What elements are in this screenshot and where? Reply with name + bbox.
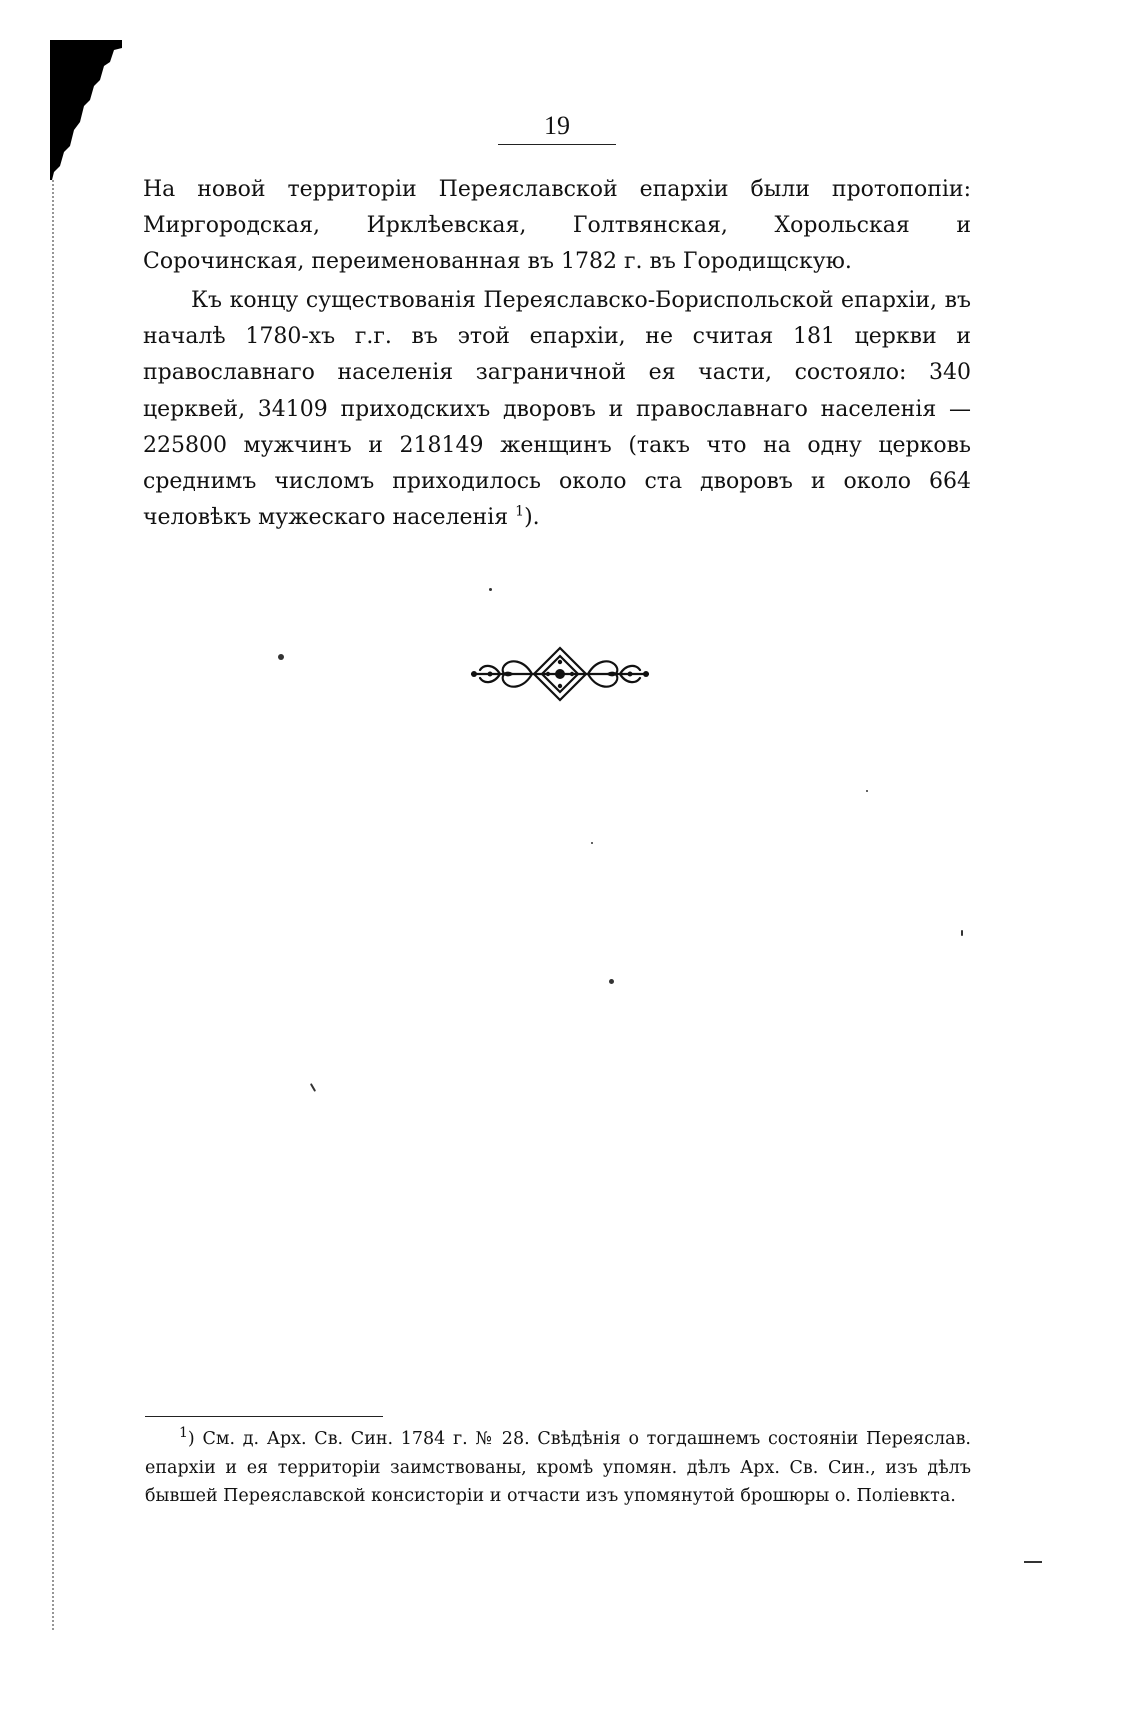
scan-speck: [591, 842, 593, 844]
paragraph-2-tail: ).: [524, 505, 540, 531]
scan-speck: [310, 1083, 316, 1092]
scan-edge-shadow: [50, 40, 122, 180]
scan-speck: [609, 979, 614, 984]
floral-ornament-icon: [470, 642, 650, 706]
scan-edge-line: [52, 180, 57, 1630]
scan-speck: [1024, 1561, 1042, 1563]
footnote-marker: 1: [179, 1425, 188, 1442]
paragraph-2: [143, 283, 971, 536]
page-number-block: [498, 112, 616, 145]
scan-speck: [961, 930, 963, 936]
scan-speck: [866, 790, 868, 792]
footnote: [145, 1425, 971, 1511]
scan-speck: [489, 588, 492, 591]
paragraph-1: На новой территоріи Переяславской епархіи были протопопіи: Миргородская, Ирклѣевская, Голтвянская, Хорольская и Сорочинская, переименованная въ 1782 г. въ Городищскую.: [143, 177, 971, 275]
paragraph-2-text: Къ концу существованія Переяславско-Бориспольской епархіи, въ началѣ 1780-хъ г.г. въ этой епархіи, не считая 181 церкви и православнаго населенія заграничной ея части, состояло: 340 церквей, 34109 приходскихъ дворовъ и православнаго населенія — 225800 мужчинъ и 218149 женщинъ (такъ что на одну церковь среднимъ числомъ приходилось около ста дворовъ и около 664 человѣкъ мужескаго населенія: [143, 288, 971, 531]
scan-speck: [278, 654, 284, 660]
footnote-reference: 1: [515, 503, 525, 520]
page-number: 19: [498, 112, 616, 145]
footnote-text: ) См. д. Арх. Св. Син. 1784 г. № 28. Свѣдѣнія о тогдашнемъ состояніи Переяслав. епархіи и ея территоріи заимствованы, кромѣ упомян. дѣлъ Арх. Св. Син., изъ дѣлъ бывшей Переяславской консисторіи и отчасти изъ упомянутой брошюры о. Поліевкта.: [145, 1429, 971, 1506]
footnote-rule: [145, 1416, 383, 1417]
